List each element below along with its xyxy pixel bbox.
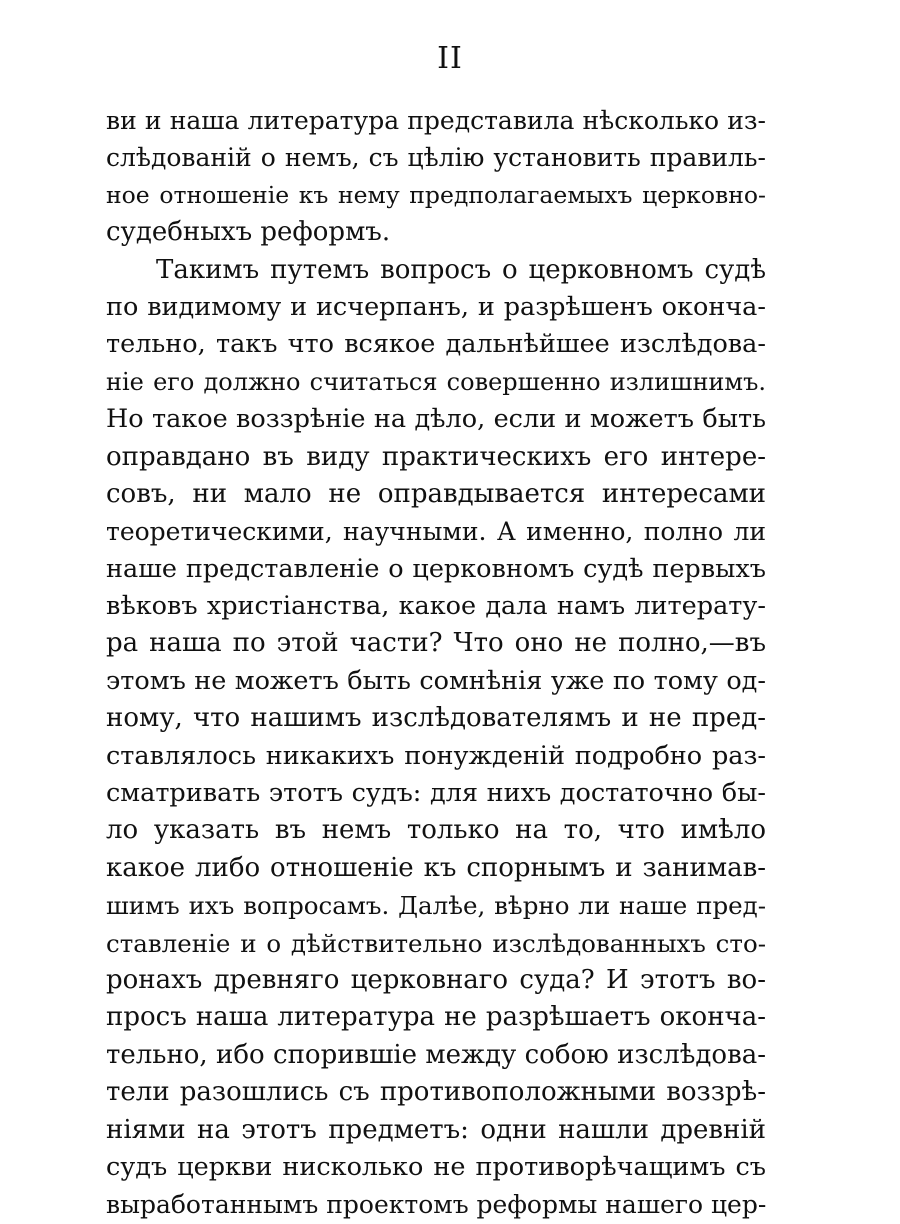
- text-line: оправдано въ виду практическихъ его интере-: [106, 441, 766, 472]
- text-line: по видимому и исчерпанъ, и разрѣшенъ оконча-: [106, 291, 766, 322]
- text-line: ставлялось никакихъ понужденій подробно раз-: [106, 740, 766, 771]
- text-line: судъ церкви нисколько не противорѣчащимъ съ: [106, 1151, 766, 1182]
- text-line: какое либо отношеніе къ спорнымъ и занимав-: [106, 852, 766, 883]
- text-line: теоретическими, научными. А именно, полно ли: [106, 517, 766, 547]
- paragraph-start-line: Такимъ путемъ вопросъ о церковномъ судѣ: [156, 254, 766, 285]
- text-line: ставленіе и о дѣйствительно изслѣдованныхъ сто-: [106, 928, 766, 958]
- text-line: Но такое воззрѣніе на дѣло, если и можетъ быть: [106, 404, 766, 435]
- text-line: совъ, ни мало не оправдывается интересами: [106, 478, 766, 509]
- text-line: ніе его должно считаться совершенно излишнимъ.: [106, 367, 766, 396]
- text-line: ло указать въ немъ только на то, что имѣло: [106, 815, 766, 846]
- text-line: сматривать этотъ судъ: для нихъ достаточно бы-: [106, 778, 766, 809]
- text-line: шимъ ихъ вопросамъ. Далѣе, вѣрно ли наше пред-: [106, 891, 766, 921]
- text-line: тельно, ибо спорившіе между собою изслѣдова-: [106, 1039, 766, 1070]
- text-line: ному, что нашимъ изслѣдователямъ и не пред-: [106, 703, 766, 734]
- page-number: II: [437, 41, 463, 76]
- text-line: ніями на этотъ предметъ: одни нашли древній: [106, 1114, 766, 1145]
- text-line: ви и наша литература представила нѣсколько из-: [106, 106, 766, 135]
- text-line: ра наша по этой части? Что оно не полно,—въ: [106, 628, 766, 659]
- body-text: [106, 102, 766, 1224]
- text-line: наше представленіе о церковномъ судѣ первыхъ: [106, 553, 766, 584]
- text-line: выработаннымъ проектомъ реформы нашего цер-: [106, 1190, 766, 1220]
- paragraph-end-line: судебныхъ реформъ.: [106, 217, 391, 248]
- text-line: слѣдованій о немъ, съ цѣлію установить правиль-: [106, 143, 766, 173]
- text-line: ное отношеніе къ нему предполагаемыхъ церковно-: [106, 180, 766, 209]
- text-line: просъ наша литература не разрѣшаетъ оконча-: [106, 1002, 766, 1033]
- text-line: этомъ не можетъ быть сомнѣнія уже по тому од-: [106, 665, 766, 696]
- text-line: ронахъ древняго церковнаго суда? И этотъ во-: [106, 964, 766, 995]
- text-line: тели разошлись съ противоположными воззрѣ-: [106, 1077, 766, 1108]
- text-line: вѣковъ христіанства, какое дала намъ литерату-: [106, 591, 766, 622]
- text-line: тельно, такъ что всякое дальнѣйшее изслѣдова-: [106, 329, 766, 360]
